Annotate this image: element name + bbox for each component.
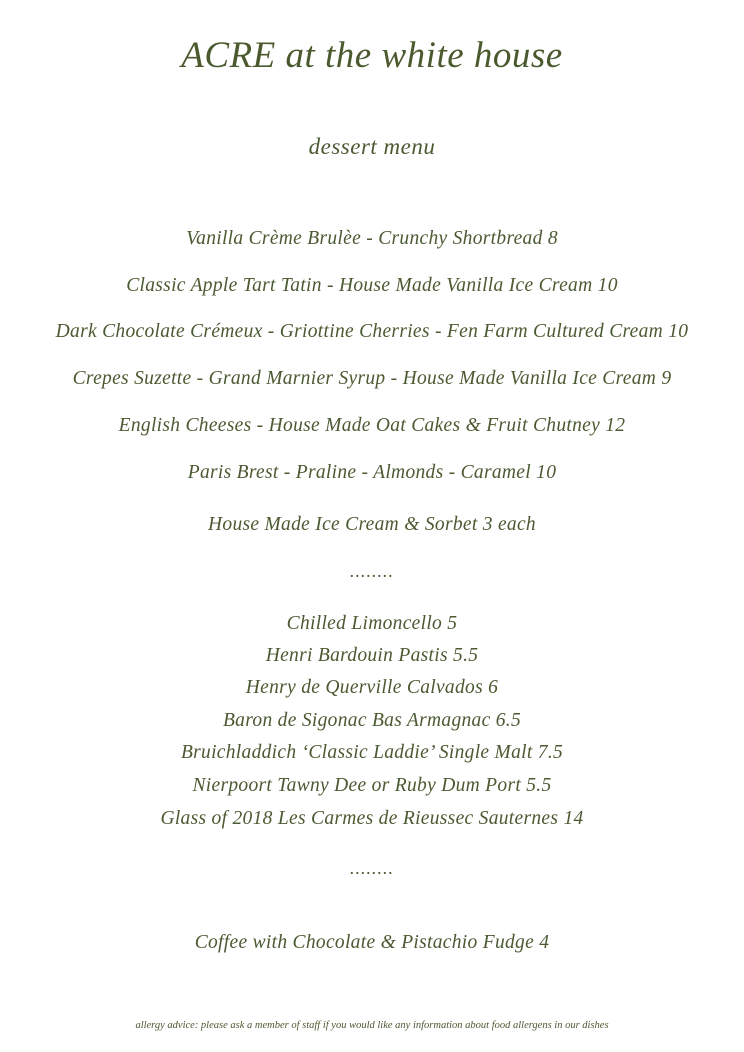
dessert-item: Vanilla Crème Brulèe - Crunchy Shortbread 8 [186, 228, 558, 249]
drink-item: Baron de Sigonac Bas Armagnac 6.5 [222, 710, 522, 731]
drink-item: Nierpoort Tawny Dee or Ruby Dum Port 5.5 [192, 775, 552, 796]
drink-item: Bruichladdich ‘Classic Laddie’ Single Malt 7.5 [180, 742, 564, 763]
allergy-note: allergy advice: please ask a member of staff if you would like any information about food allergens in our dishes [135, 1020, 609, 1031]
dessert-item: Crepes Suzette - Grand Marnier Syrup - House Made Vanilla Ice Cream 9 [72, 368, 672, 389]
drink-item: Henry de Querville Calvados 6 [245, 677, 499, 698]
coffee-item: Coffee with Chocolate & Pistachio Fudge 4 [194, 932, 550, 953]
dessert-item: Classic Apple Tart Tatin - House Made Vanilla Ice Cream 10 [126, 275, 618, 296]
drink-item: Henri Bardouin Pastis 5.5 [265, 645, 479, 666]
section-separator: ........ [350, 858, 394, 878]
restaurant-title: ACRE at the white house [181, 35, 563, 76]
section-separator: ........ [350, 561, 394, 581]
menu-subtitle: dessert menu [308, 134, 436, 159]
dessert-item: English Cheeses - House Made Oat Cakes & Fruit Chutney 12 [118, 415, 626, 436]
drink-item: Glass of 2018 Les Carmes de Rieussec Sauternes 14 [160, 808, 584, 829]
dessert-item: Paris Brest - Praline - Almonds - Caramel 10 [187, 462, 557, 483]
dessert-item: House Made Ice Cream & Sorbet 3 each [208, 514, 536, 535]
dessert-item: Dark Chocolate Crémeux - Griottine Cherries - Fen Farm Cultured Cream 10 [55, 321, 689, 342]
drink-item: Chilled Limoncello 5 [286, 613, 458, 634]
